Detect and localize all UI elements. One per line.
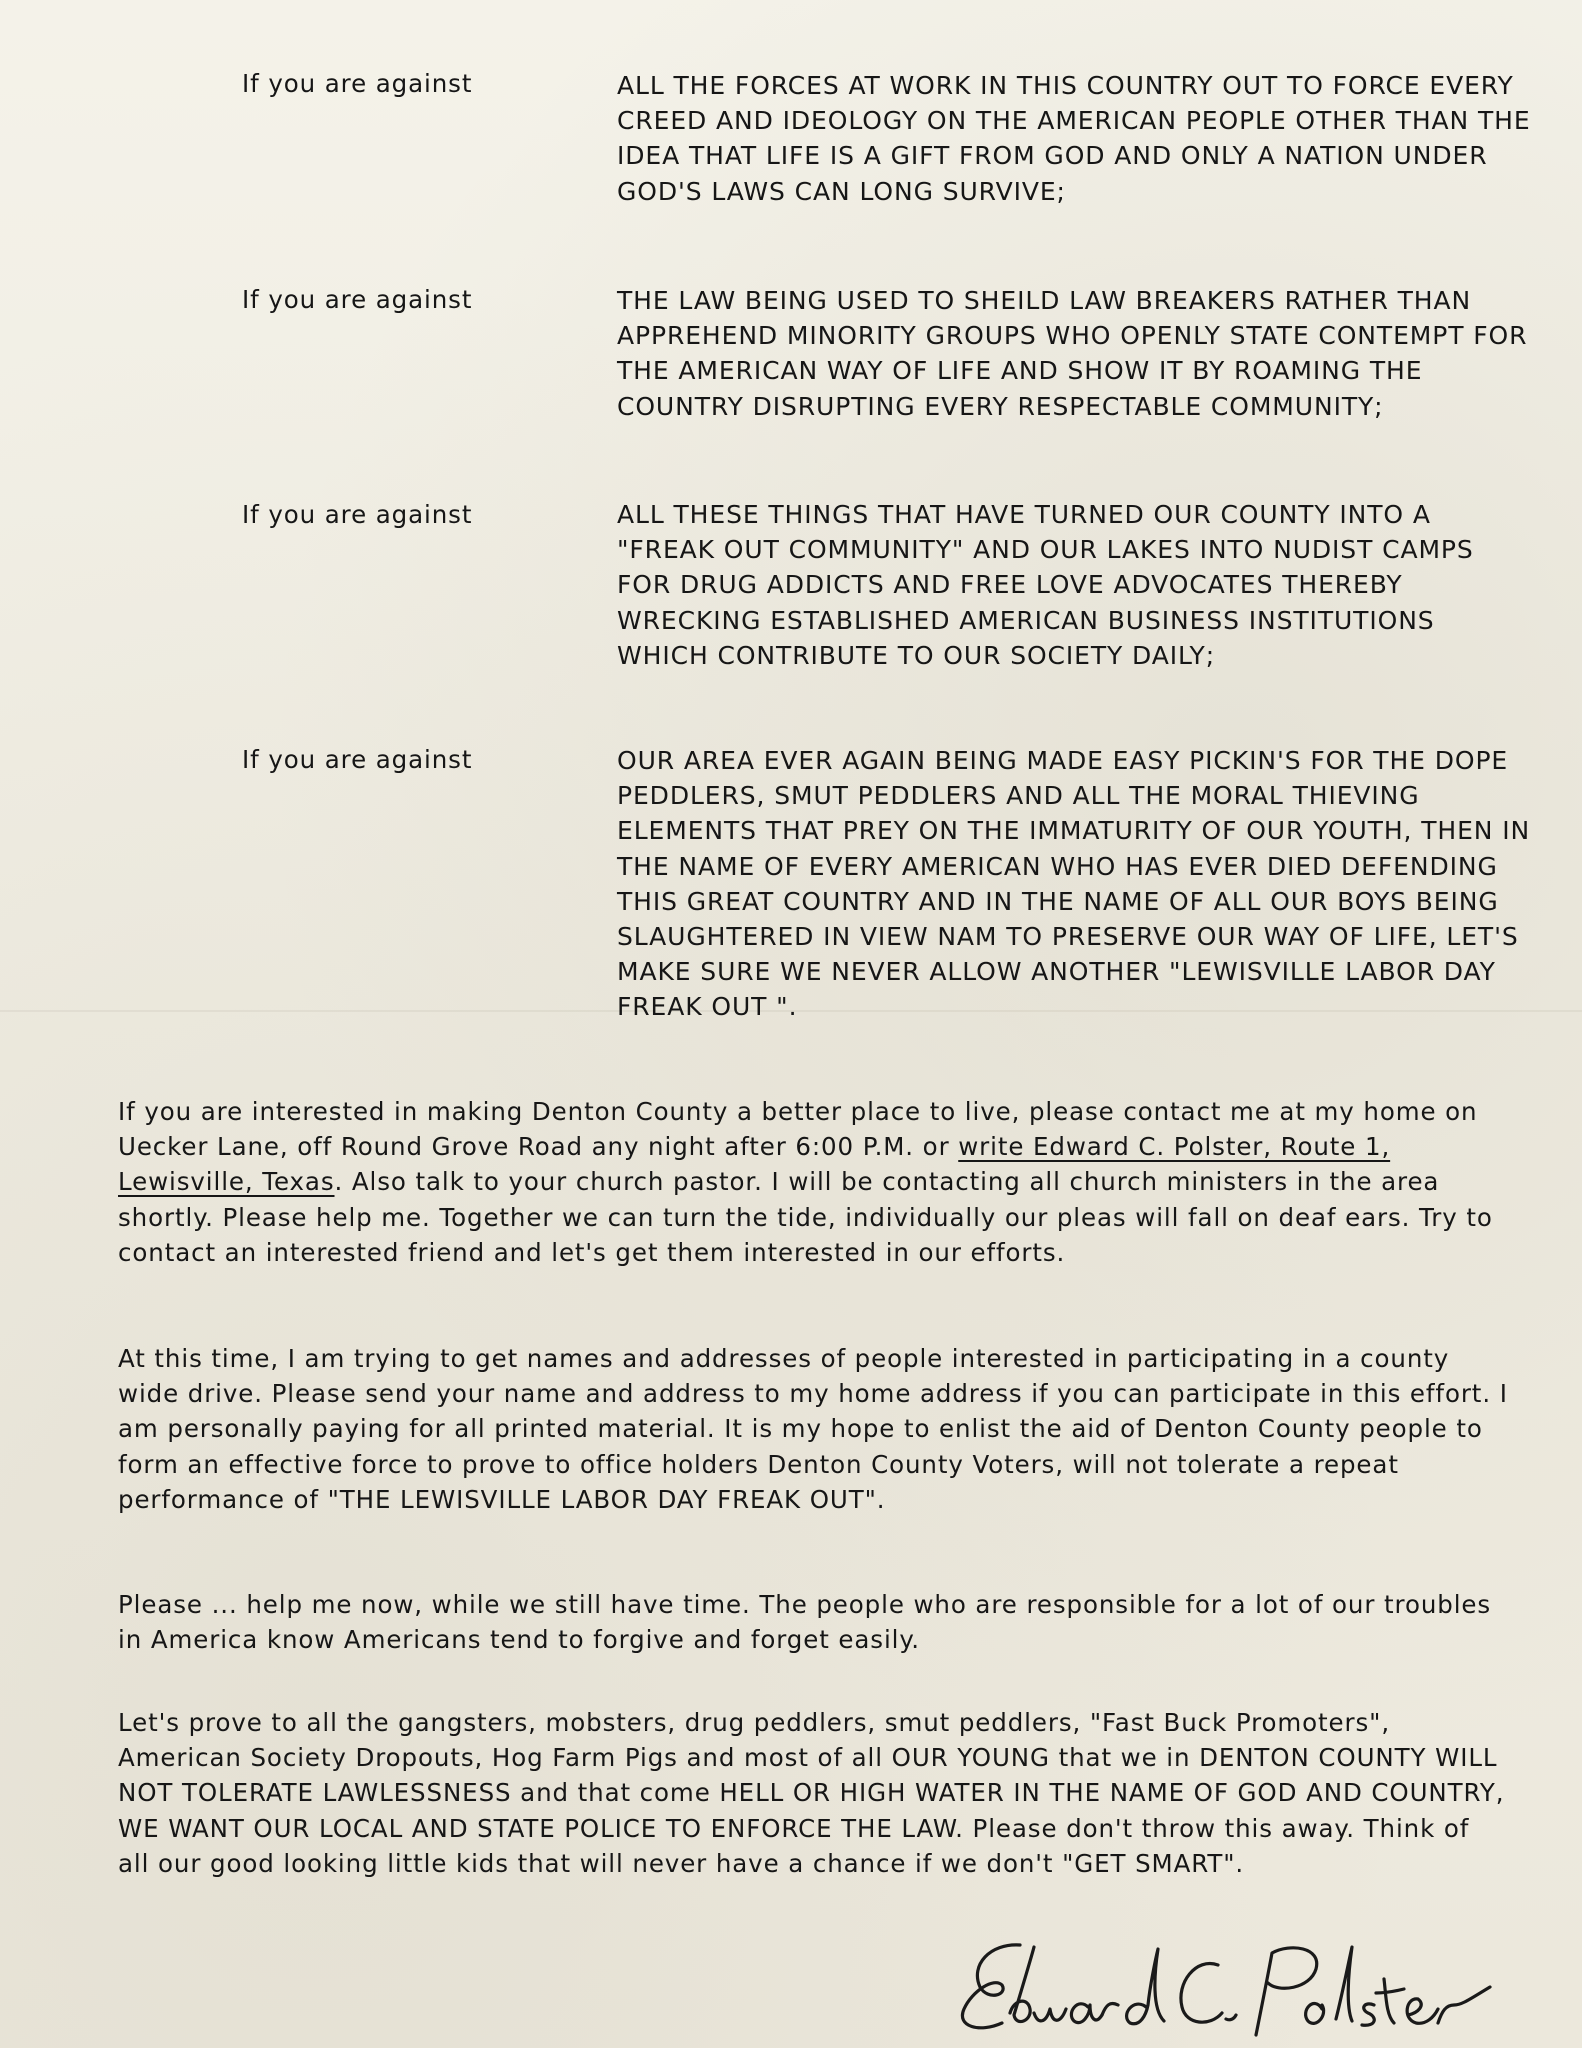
condition-statement-2: THE LAW BEING USED TO SHEILD LAW BREAKERS RATHER THAN APPREHEND MINORITY GROUPS WHO OPENLY STATE CONTEMPT FOR THE AMERICAN WAY OF LIFE AND SHOW IT BY ROAMING THE COUNTRY DISRUPTING EVERY RESPECTABLE COMMUNITY; [617, 286, 1528, 421]
condition-label-2: If you are against [242, 285, 473, 314]
condition-label-4: If you are against [242, 745, 473, 774]
condition-statement-3: ALL THESE THINGS THAT HAVE TURNED OUR COUNTY INTO A "FREAK OUT COMMUNITY" AND OUR LAKES INTO NUDIST CAMPS FOR DRUG ADDICTS AND FREE LOVE ADVOCATES THEREBY WRECKING ESTABLISHED AMERICAN BUSINESS INSTITUTIONS WHICH CONTRIBUTE TO OUR SOCIETY DAILY; [617, 500, 1474, 670]
contact-intro: If you are interested in making Denton County a better place to live, please contact me at my home on Uecker Lane, off Round Grove Road any night after 6:00 P.M. or [118, 1097, 1478, 1162]
condition-statement-1: ALL THE FORCES AT WORK IN THIS COUNTRY OUT TO FORCE EVERY CREED AND IDEOLOGY ON THE AMERICAN PEOPLE OTHER THAN THE IDEA THAT LIFE IS A GIFT FROM GOD AND ONLY A NATION UNDER GOD'S LAWS CAN LONG SURVIVE; [617, 71, 1531, 206]
contact-paragraph [118, 1094, 1518, 1270]
contact-rest: . Also talk to your church pastor. I will be contacting all church ministers in the area shortly. Please help me. Together we can turn the tide, individually our pleas will fall on deaf ears. Try to contact an interested friend and let's get them interested in our efforts. [118, 1167, 1493, 1267]
signature-strokes [962, 1945, 1490, 2035]
plea-paragraph: Please ... help me now, while we still have time. The people who are responsible for a lot of our troubles in America know Americans tend to forgive and forget easily. [118, 1590, 1492, 1655]
contact-address: write Edward C. Polster, Route 1, Lewisville, Texas [118, 1132, 1391, 1197]
handwritten-signature [950, 1935, 1510, 2040]
drive-paragraph: At this time, I am trying to get names and addresses of people interested in participating in a county wide drive. Please send your name and address to my home address if you can participate in this effort. I am personally paying for all printed material. It is my hope to enlist the aid of Denton County people to form an effective force to prove to office holders Denton County Voters, will not tolerate a repeat performance of "THE LEWISVILLE LABOR DAY FREAK OUT". [118, 1344, 1508, 1514]
condition-statement-4: OUR AREA EVER AGAIN BEING MADE EASY PICKIN'S FOR THE DOPE PEDDLERS, SMUT PEDDLERS AND ALL THE MORAL THIEVING ELEMENTS THAT PREY ON THE IMMATURITY OF OUR YOUTH, THEN IN THE NAME OF EVERY AMERICAN WHO HAS EVER DIED DEFENDING THIS GREAT COUNTRY AND IN THE NAME OF ALL OUR BOYS BEING SLAUGHTERED IN VIEW NAM TO PRESERVE OUR WAY OF LIFE, LET'S MAKE SURE WE NEVER ALLOW ANOTHER "LEWISVILLE LABOR DAY FREAK OUT ". [617, 746, 1531, 1022]
condition-label-3: If you are against [242, 500, 473, 529]
condition-label-1: If you are against [242, 69, 473, 98]
closing-paragraph: Let's prove to all the gangsters, mobsters, drug peddlers, smut peddlers, "Fast Buck Promoters", American Society Dropouts, Hog Farm Pigs and most of all OUR YOUNG that we in DENTON COUNTY WILL NOT TOLERATE LAWLESSNESS and that come HELL OR HIGH WATER IN THE NAME OF GOD AND COUNTRY, WE WANT OUR LOCAL AND STATE POLICE TO ENFORCE THE LAW. Please don't throw this away. Think of all our good looking little kids that will never have a chance if we don't "GET SMART". [118, 1708, 1505, 1878]
